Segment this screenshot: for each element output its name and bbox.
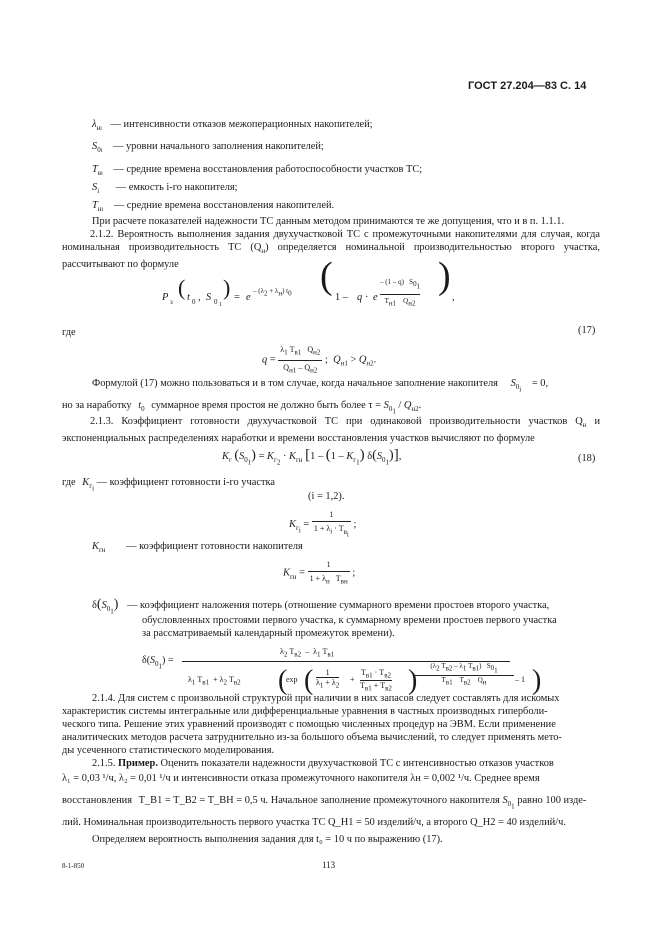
page-header: ГОСТ 27.204—83 С. 14	[468, 80, 587, 92]
index-range: (i = 1,2).	[308, 491, 345, 502]
paragraph-2-1-5-line1: 2.1.5. Пример. Оценить показатели надежности двухучастковой ТС с интенсивностью отказов участков	[92, 758, 554, 769]
paragraph-2-1-5-line5: Определяем вероятность выполнения задания для t₀ = 10 ч по выражению (17).	[92, 834, 443, 845]
formula-17-number: (17)	[578, 325, 596, 336]
formula-18-number: (18)	[578, 453, 596, 464]
formula-delta: $\delta(S_{0_1})$ = $\lambda_2$ $T_{в2} - \lambda_1$ $T_{в1}$ $\lambda_1$ $T_{в1} + \lambda_2$ $T_{в2}$ ( exp ( 1 $\lambda_1 + \lambda_2$ + $T_{в1} \cdot T_{в2}$ $T_{в1} + T_{в2}$ ) ($\lambda_2$ $T_{в2} - \lambda_1$ $T_{в1}$) $S_{0_1}$ $T_{в1}$ $T_{в2}$ $Q_н$ – 1 )	[142, 647, 542, 696]
paragraph-formula-17-use: Формулой (17) можно пользоваться и в том случае, когда начальное заполнение накопителя $S_{0_i} = 0$,	[92, 378, 549, 394]
definition-delta-line2: обусловленных простоями первого участка, к суммарному времени простоев первого участка	[142, 615, 557, 626]
paragraph-assumptions: При расчете показателей надежности ТС данным методом принимаются те же допущения, что и в п. 1.1.1.	[92, 216, 565, 227]
paragraph-2-1-5-line3: восстановления T_B1 = T_B2 = T_BH = 0,5 ч. Начальное заполнение промежуточного накопителя $S_{0_1}$ равно 100 изде-	[62, 795, 587, 811]
where-label-2: где $K_{г_i}$ — коэффициент готовности i-го участка	[62, 477, 275, 493]
paragraph-2-1-4-line3: ческого типа. Решение этих уравнений производят с помощью численных процедур на ЭВМ. Если применение	[62, 719, 556, 730]
definition-delta-line3: за рассматриваемый календарный промежуток времени).	[142, 628, 395, 639]
definition-si: $S_i$ — емкость i-го накопителя;	[92, 182, 238, 196]
paragraph-2-1-4-line1: 2.1.4. Для систем с произвольной структурой при наличии в них запасов следует составлять для искомых	[92, 693, 560, 704]
where-label-1: где	[62, 327, 76, 338]
footer-code: 8-1-850	[62, 862, 85, 870]
definition-th: $T_{нi}$ — средние времена восстановления накопителей.	[92, 200, 335, 214]
formula-q: q = $\frac{\lambda_1 T_{в1} Q_{н2}}{Q_{н1} - Q_{н2}}$ ; $Q_{н1} > Q_{н2}$.	[262, 345, 377, 375]
paragraph-2-1-5-line2: λ₁ = 0,03 ¹/ч, λ₂ = 0,01 ¹/ч и интенсивности отказа промежуточного накопителя λн = 0,002 ¹/ч. Среднее время	[62, 773, 540, 784]
definition-kgn: $K_{гн}$ — коэффициент готовности накопителя	[92, 541, 303, 555]
paragraph-2-1-3: 2.1.3. Коэффициент готовности двухучастковой ТС при одинаковой производительности участков $Q_н$ и экспоненциальных распределениях наработки и времени восстановления участков вычисляют по формуле	[62, 416, 600, 445]
definition-delta: $\delta(S_{0_1})$ — коэффициент наложения потерь (отношение суммарного времени простоев второго участка,	[92, 597, 550, 616]
paragraph-2-1-2: 2.1.2. Вероятность выполнения задания двухучастковой ТС с промежуточными накопителями для случая, когда номинальная производительность ТС $(Q_н)$ определяется номинальной производительностью второго участка, рассчитывают по формуле	[62, 229, 600, 271]
page-number: 113	[322, 860, 336, 870]
paragraph-2-1-4-line4: аналитических методов расчета затруднительно из-за большого объема вычислений, то следует применять мето-	[62, 732, 562, 743]
paragraph-2-1-5-line4: лий. Номинальная производительность первого участка ТС Q_H1 = 50 изделий/ч, а второго Q_H2 = 40 изделий/ч.	[62, 817, 566, 828]
paragraph-2-1-4-line2: характеристик системы интегральные или дифференциальные уравнения в частных производных гиперболи-	[62, 706, 548, 717]
paragraph-operating-time: но за наработку $t_0$ суммарное время простоя не должно быть более $\tau = S_{0_1} / Q_{н2}$.	[62, 400, 422, 416]
paragraph-2-1-4-line5: ды усеченного статистического моделирования.	[62, 745, 275, 756]
formula-18: $K_г$ $(S_{0_1}) = K_{г_2} \cdot K_{гн}$ [$1 - (1 - K_{г_1})$ $\delta(S_{0_1})$],	[222, 447, 402, 467]
formula-kgn: $K_{гн}$ = $\frac{1}{1 + \lambda_н T_{вн}}$ ;	[283, 560, 356, 586]
definition-tb: $T_{вi}$ — средние времена восстановления работоспособности участков ТС;	[92, 164, 423, 178]
example-label: Пример.	[118, 758, 158, 769]
definition-s0: $S_{0i}$ — уровни начального заполнения накопителей;	[92, 141, 324, 155]
formula-kgi: $K_{г_i}$ = $\frac{1}{1 + \lambda_i \cdot T_{в_i}}$ ;	[289, 510, 357, 538]
definition-lambda-h: $\lambda_{нi}$ — интенсивности отказов межоперационных накопителей;	[92, 119, 373, 133]
formula-17: P з ( t 0 , S 0 1 ) = e – $(\lambda_2 + \lambda_н)$ $t_0$ ( 1 – q · e – (1 – q) $S_{0_1}$ $T_{н1}$ $Q_{н2}$ ) ,	[162, 255, 455, 308]
